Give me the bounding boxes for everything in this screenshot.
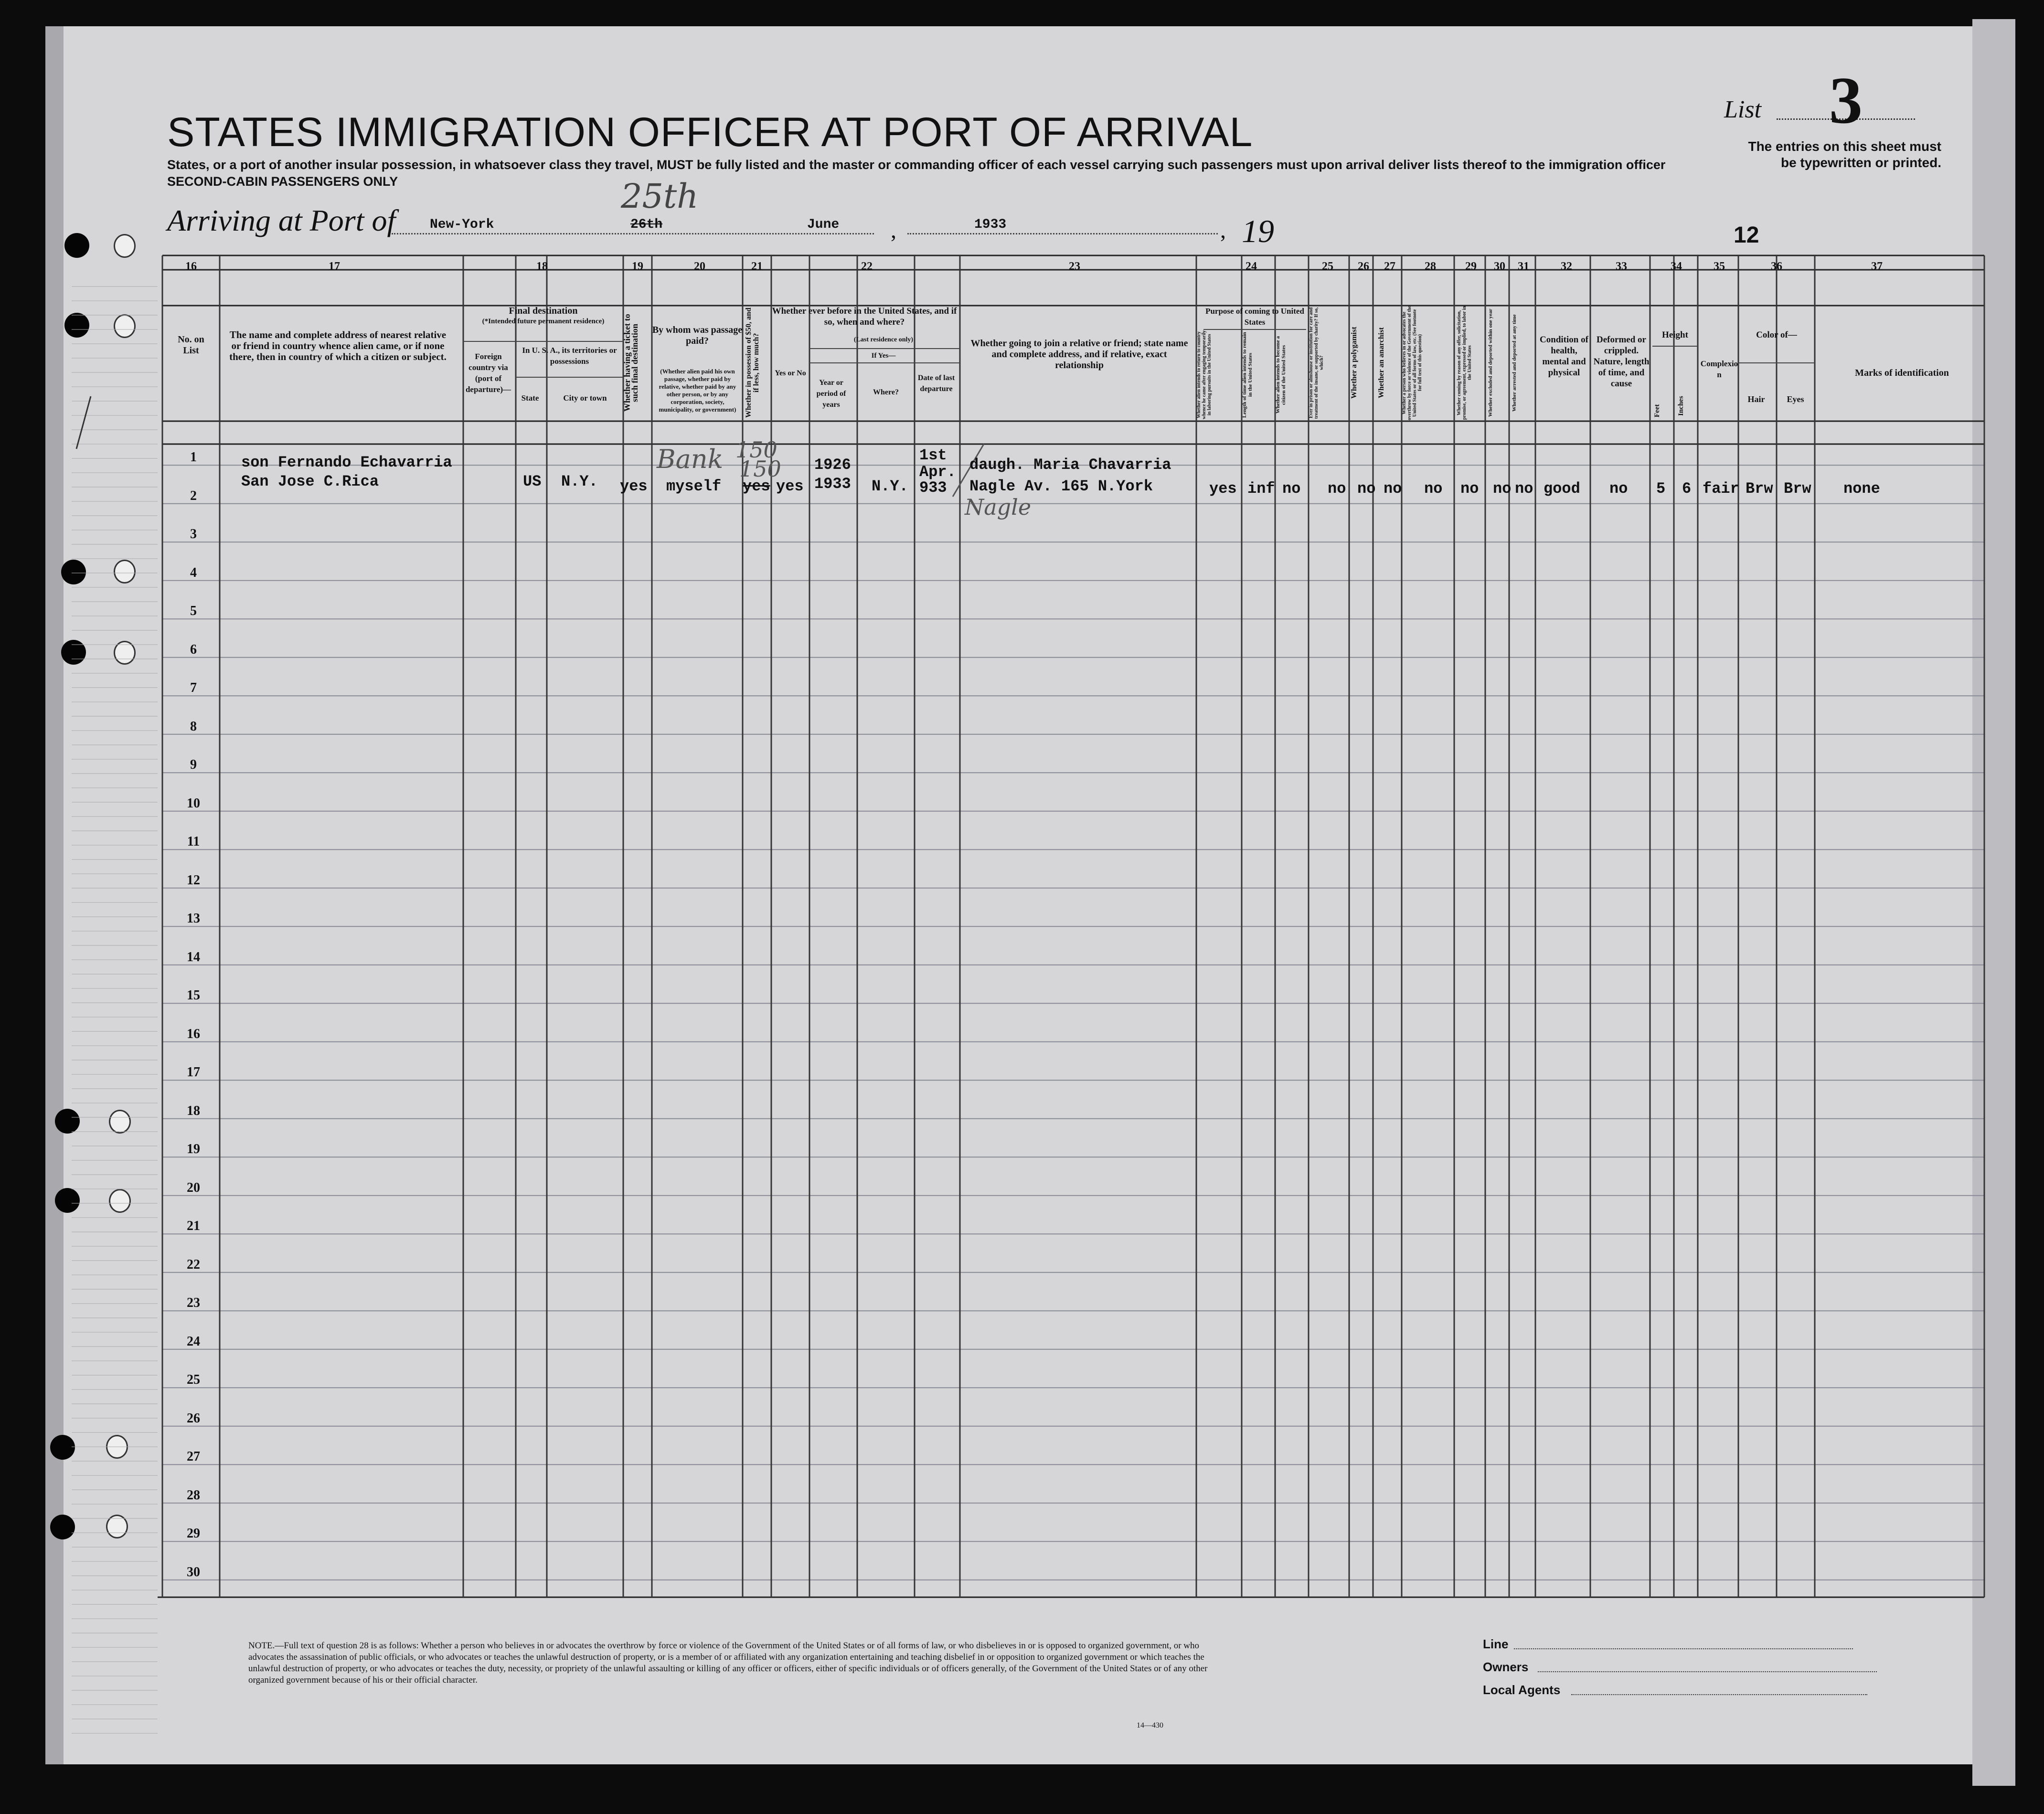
- row-number: 21: [187, 1219, 200, 1233]
- row-number: 16: [187, 1026, 200, 1041]
- col-num-19: 19: [632, 260, 643, 273]
- purpose-length-value: inf: [1247, 480, 1275, 498]
- agents-field: [1571, 1694, 1867, 1695]
- port-value: New-York: [430, 217, 494, 232]
- col-num-28: 28: [1425, 260, 1436, 273]
- col-header-complexion: Complexion: [1700, 359, 1738, 379]
- col-header-polygamist: Whether a polygamist: [1350, 327, 1358, 399]
- col-header-yes-no: Yes or No: [775, 369, 806, 377]
- join-handwritten: Nagle: [965, 494, 1032, 520]
- departure-date-3: 933: [919, 479, 947, 497]
- col-header-purpose-length: Length of time alien intends to remain in the United States: [1242, 332, 1253, 418]
- col-header-marks: Marks of identification: [1855, 368, 1949, 378]
- height-feet-value: 5: [1656, 480, 1666, 498]
- years-value-2: 1933: [814, 475, 851, 493]
- money-handwritten-1: 150: [735, 437, 777, 463]
- col-num-32: 32: [1561, 260, 1572, 273]
- row-number: 8: [190, 719, 197, 734]
- col-header-if-yes: If Yes—: [871, 352, 896, 360]
- col-header-feet: Feet: [1653, 404, 1661, 417]
- col-header-arrested: Whether arrested and deported at any time: [1512, 314, 1517, 412]
- row-number: 25: [187, 1372, 200, 1387]
- col-header-city: City or town: [563, 393, 607, 403]
- col-num-22: 22: [861, 260, 873, 273]
- month-value: June: [807, 217, 840, 232]
- col-header-eyes: Eyes: [1787, 394, 1804, 404]
- row-number: 22: [187, 1257, 200, 1272]
- col-header-fifty-dollars: Whether in possession of $50, and if less, how much?: [745, 308, 760, 418]
- row-number: 23: [187, 1295, 200, 1310]
- col-num-30: 30: [1494, 260, 1505, 273]
- col-num-24: 24: [1246, 260, 1257, 273]
- passenger-class: SECOND-CABIN PASSENGERS ONLY: [167, 174, 398, 189]
- anarchist-value: no: [1384, 480, 1402, 498]
- polygamist-value: no: [1357, 480, 1376, 498]
- excluded-value: no: [1493, 480, 1512, 498]
- col-header-join-relative: Whether going to join a relative or friend; state name and complete address, and if relative, exact relationship: [970, 338, 1188, 371]
- money-handwritten-2: 150: [739, 456, 781, 482]
- col-header-anarchist: Whether an anarchist: [1377, 327, 1385, 399]
- col-header-health: Condition of health, mental and physical: [1540, 335, 1588, 378]
- col-header-hair: Hair: [1747, 394, 1765, 404]
- row-number: 15: [187, 988, 200, 1003]
- col-header-ticket: Whether having a ticket to such final destination: [622, 314, 639, 412]
- agents-label: Local Agents: [1483, 1683, 1561, 1697]
- instructions-text: States, or a port of another insular possession, in whatsoever class they travel, MUST be fully listed and the master or commanding officer of each vessel carrying such passengers must upon arrival deliver lists thereof to the immigration officer: [167, 158, 1666, 172]
- col-header-height: Height: [1662, 330, 1688, 340]
- col-header-final-destination: Final destination: [509, 306, 578, 316]
- col-header-overthrow: Whether a person who believes in or advocates the overthrow by force or violence of the Government of the United States or of all forms of law, etc. (See footnote for full text of this question): [1402, 306, 1423, 420]
- row-number: 11: [187, 834, 200, 849]
- list-number: 3: [1829, 64, 1863, 138]
- row-number: 24: [187, 1334, 200, 1349]
- col-num-29: 29: [1465, 260, 1477, 273]
- col-num-21: 21: [751, 260, 763, 273]
- row-number: 28: [187, 1487, 200, 1503]
- row-number: 1: [190, 450, 197, 465]
- sheet-number: 12: [1734, 223, 1759, 248]
- row-number: 29: [187, 1526, 200, 1541]
- col-num-17: 17: [329, 260, 340, 273]
- relative-name: son Fernando Echavarria: [241, 454, 452, 471]
- col-num-26: 26: [1358, 260, 1369, 273]
- prison-value: no: [1328, 480, 1346, 498]
- row-number: 6: [190, 642, 197, 657]
- col-num-33: 33: [1616, 260, 1627, 273]
- row-number: 18: [187, 1103, 200, 1118]
- row-number: 30: [187, 1564, 200, 1580]
- purpose-return-value: yes: [1209, 480, 1237, 498]
- deformed-value: no: [1609, 480, 1628, 498]
- height-inches-value: 6: [1682, 480, 1692, 498]
- day-handwritten: 25th: [621, 177, 699, 216]
- col-header-purpose-return: Whether alien intends to return to country whence he came after engaging temporarily in laboring pursuits in the United States: [1196, 330, 1212, 420]
- row-number: 2: [190, 488, 197, 503]
- join-address: Nagle Av. 165 N.York: [969, 477, 1153, 495]
- eyes-value: Brw: [1784, 480, 1811, 498]
- owners-field: [1538, 1671, 1877, 1672]
- arriving-label: Arriving at Port of: [167, 203, 396, 237]
- col-num-18: 18: [536, 260, 548, 273]
- row-number: 9: [190, 757, 197, 772]
- purpose-citizen-value: no: [1282, 480, 1301, 498]
- col-header-inches: Inches: [1677, 396, 1685, 416]
- day-struck: 26th: [630, 217, 663, 232]
- col-header-in-usa: In U. S. A., its territories or possessions: [522, 346, 617, 366]
- row-number: 14: [187, 949, 200, 965]
- destination-city: N.Y.: [561, 473, 598, 490]
- col-num-16: 16: [185, 260, 197, 273]
- col-header-purpose: Purpose of coming to United States: [1205, 307, 1304, 327]
- row-number: 20: [187, 1180, 200, 1195]
- row-number: 19: [187, 1142, 200, 1156]
- row-number: 13: [187, 911, 200, 926]
- line-label: Line: [1483, 1637, 1509, 1651]
- col-header-where: Where?: [873, 388, 899, 396]
- ever-before-value: yes: [776, 477, 804, 495]
- departure-date-2: Apr.: [919, 463, 956, 481]
- fifty-dollars-value: yes: [743, 477, 770, 495]
- where-value: N.Y.: [872, 477, 908, 495]
- page-title: STATES IMMIGRATION OFFICER AT PORT OF ARRIVAL: [167, 109, 1253, 155]
- col-header-color: Color of—: [1756, 330, 1797, 340]
- destination-state: US: [523, 473, 542, 490]
- col-header-passage-paid: By whom was passage paid?: [652, 325, 743, 346]
- col-header-purpose-citizen: Whether alien intends to become a citizen of the United States: [1275, 336, 1287, 414]
- col-header-offer: Whether coming by reason of any offer, solicitation, promise, or agreement, expressed or implied, to labor in the United States: [1457, 306, 1472, 420]
- col-header-year: Year or period of years: [816, 379, 846, 409]
- col-num-37: 37: [1871, 260, 1883, 273]
- col-num-35: 35: [1714, 260, 1725, 273]
- year-typed: 1933: [974, 217, 1007, 232]
- owners-label: Owners: [1483, 1660, 1529, 1674]
- form-number: 14—430: [1137, 1721, 1163, 1729]
- years-value-1: 1926: [814, 456, 851, 474]
- col-header-passage-paid-note: (Whether alien paid his own passage, whether paid by relative, whether paid by any other person, or by any corporation, society, municipality, or government): [659, 368, 736, 413]
- year-prefix: 19: [1242, 213, 1274, 249]
- entries-note-line2: be typewritten or printed.: [1780, 155, 1941, 170]
- paid-by-value: myself: [666, 477, 722, 495]
- relative-address: San Jose C.Rica: [241, 473, 379, 490]
- col-header-foreign-country: Foreign country via (port of departure)—: [465, 352, 511, 394]
- paid-by-handwritten: Bank: [657, 444, 724, 474]
- row-number: 12: [187, 872, 200, 888]
- col-header-prison: Ever in prison or almshouse or institution for care and treatment of the insane, or supported by charity? If so, which?: [1309, 307, 1324, 419]
- col-header-departure-date: Date of last departure: [917, 374, 955, 393]
- row-number: 4: [190, 565, 197, 580]
- ticket-value: yes: [620, 477, 648, 495]
- comma: ,: [1220, 218, 1226, 243]
- col-header-list-no: No. on List: [178, 334, 204, 356]
- complexion-value: fair: [1703, 480, 1739, 498]
- row-number: 7: [190, 680, 197, 695]
- departure-date-1: 1st: [919, 446, 947, 464]
- col-num-27: 27: [1384, 260, 1395, 273]
- list-label: List: [1724, 96, 1762, 123]
- col-header-excluded: Whether excluded and deported within one year: [1488, 308, 1493, 417]
- col-header-relative: The name and complete address of nearest relative or friend in country whence alien came, or if none there, then in country of which a citizen or subject.: [229, 329, 447, 362]
- row-number: 17: [187, 1065, 200, 1080]
- row-number: 3: [190, 527, 197, 541]
- entries-note-line1: The entries on this sheet must: [1748, 139, 1941, 154]
- health-value: good: [1544, 480, 1580, 498]
- row-number: 26: [187, 1411, 200, 1426]
- line-field: [1514, 1648, 1853, 1649]
- col-num-25: 25: [1322, 260, 1333, 273]
- arrested-value: no: [1515, 480, 1533, 498]
- join-relative: daugh. Maria Chavarria: [969, 456, 1171, 474]
- row-number: 10: [187, 796, 200, 811]
- footnote-question-28: NOTE.—Full text of question 28 is as follows: Whether a person who believes in or advocates the overthrow by force or violence of the Government of the United States or of all forms of law, or who disbelieves in or is opposed to organized government, or who advocates the assassination of public officials, or who advocates or teaches the unlawful destruction of property, or is a member of or affiliated with any organization entertaining and teaching disbelief in or opposition to organized government or which teaches the unlawful destruction of property, or who advocates or teaches the duty, necessity, or propriety of the unlawful assaulting or killing of any officer or officers, either of specific individuals or of officers generally, of the Government of the United States or of any other organized government because of his or their official character.: [248, 1641, 1208, 1685]
- col-num-31: 31: [1518, 260, 1529, 273]
- col-header-deformed: Deformed or crippled. Nature, length of time, and cause: [1593, 335, 1650, 389]
- overthrow-value: no: [1424, 480, 1443, 498]
- offer-value: no: [1460, 480, 1479, 498]
- col-num-23: 23: [1069, 260, 1080, 273]
- col-header-state: State: [521, 393, 539, 403]
- hair-value: Brw: [1746, 480, 1773, 498]
- col-header-ever-before: Whether ever before in the United States, and if so, when and where?: [772, 306, 957, 327]
- col-num-34: 34: [1671, 260, 1682, 273]
- marks-value: none: [1843, 480, 1880, 498]
- row-number: 27: [187, 1449, 200, 1464]
- col-num-20: 20: [694, 260, 705, 273]
- row-number: 5: [190, 604, 197, 618]
- col-header-last-residence: (Last residence only): [853, 336, 914, 343]
- comma: ,: [891, 218, 896, 243]
- col-header-final-destination-note: (*Intended future permanent residence): [482, 318, 605, 325]
- col-num-36: 36: [1771, 260, 1782, 273]
